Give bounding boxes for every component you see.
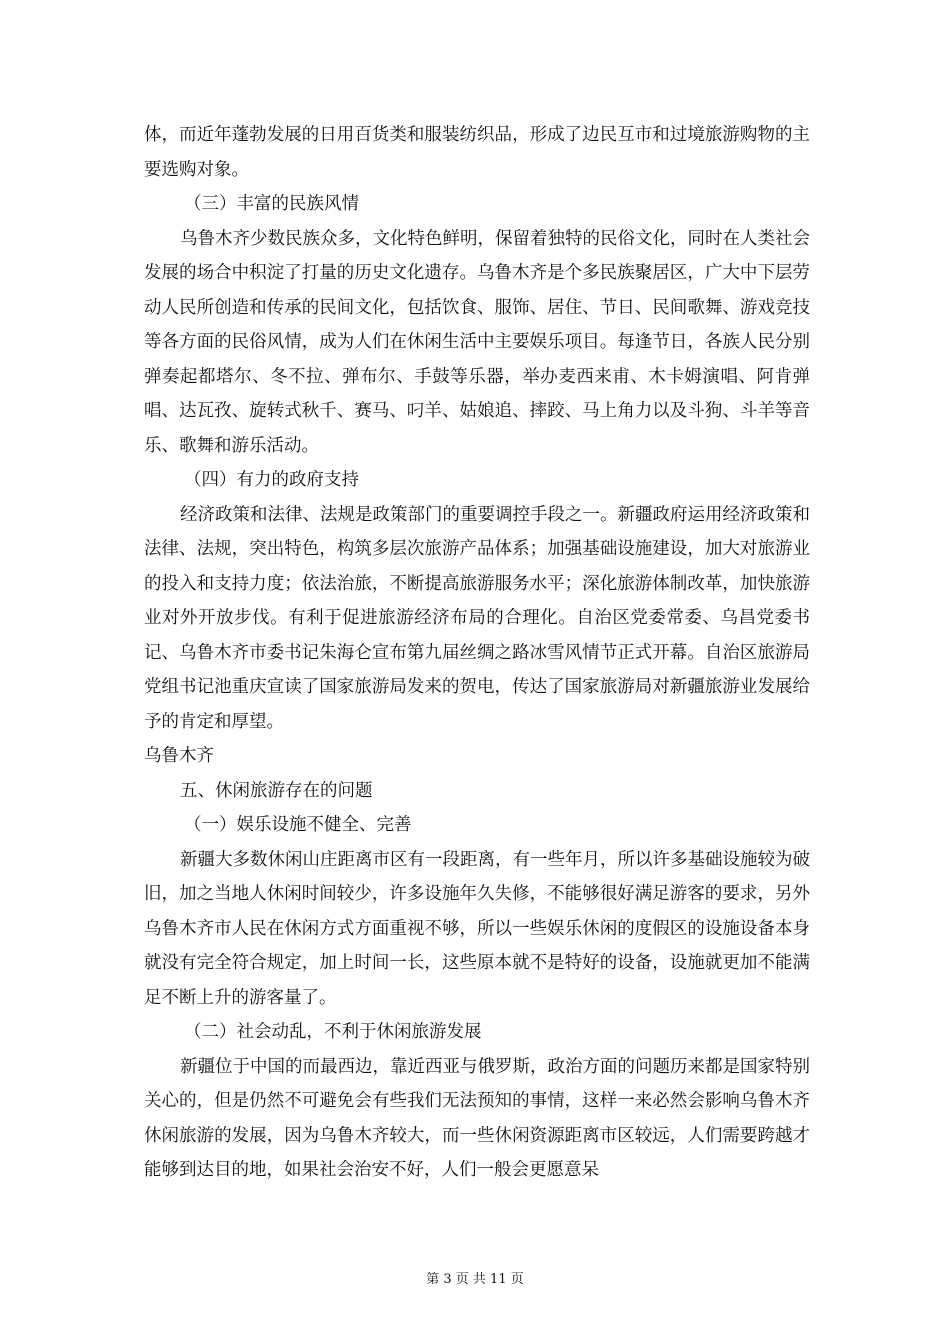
section-heading-ethnic-customs: （三）丰富的民族风情 bbox=[184, 194, 359, 214]
page-footer: 第 3 页 共 11 页 bbox=[426, 1272, 524, 1287]
chapter-heading-problems: 五、休闲旅游存在的问题 bbox=[180, 780, 373, 801]
paragraph-ethnic-customs: 乌鲁木齐少数民族众多，文化特色鲜明，保留着独特的民俗文化，同时在人类社会发展的场合中积淀了打量的历史文化遗存。乌鲁木齐是个多民族聚居区，广大中下层劳动人民所创造和传承的民间文化，包括饮食、服饰、居住、节日、民间歌舞、游戏竞技等各方面的民俗风情，成为人们在休闲生活中主要娱乐项目。每逢节日，各族人民分别弹奏起都塔尔、冬不拉、弹布尔、手鼓等乐器，举办麦西来甫、木卡姆演唱、阿肯弹唱、达瓦孜、旋转式秋千、赛马、叼羊、姑娘追、摔跤、马上角力以及斗狗、斗羊等音乐、歌舞和游乐活动。 bbox=[144, 228, 810, 456]
paragraph-government-support: 经济政策和法律、法规是政策部门的重要调控手段之一。新疆政府运用经济政策和法律、法规，突出特色，构筑多层次旅游产品体系；加强基础设施建设，加大对旅游业的投入和支持力度；依法治旅，不断提高旅游服务水平；深化旅游体制改革，加快旅游业对外开放步伐。有利于促进旅游经济布局的合理化。自治区党委常委、乌昌党委书记、乌鲁木齐市委书记朱海仑宣布第九届丝绸之路冰雪风情节正式开幕。自治区旅游局党组书记池重庆宣读了国家旅游局发来的贺电，传达了国家旅游局对新疆旅游业发展给予的肯定和厚望。 bbox=[144, 504, 810, 732]
section-heading-social-unrest: （二）社会动乱，不利于休闲旅游发展 bbox=[184, 1022, 482, 1042]
section-heading-government-support: （四）有力的政府支持 bbox=[184, 470, 359, 490]
paragraph-social-unrest: 新疆位于中国的而最西边，靠近西亚与俄罗斯，政治方面的问题历来都是国家特别关心的，但是仍然不可避免会有些我们无法预知的事情，这样一来必然会影响乌鲁木齐休闲旅游的发展，因为乌鲁木齐较大，而一些休闲资源距离市区较远，人们需要跨越才能够到达目的地，如果社会治安不好，人们一般会更愿意呆 bbox=[144, 1056, 810, 1180]
section-heading-facilities: （一）娱乐设施不健全、完善 bbox=[184, 815, 412, 835]
paragraph-continuation: 体，而近年蓬勃发展的日用百货类和服装纺织品，形成了边民互市和过境旅游购物的主要选购对象。 bbox=[144, 125, 810, 180]
document-body bbox=[144, 118, 810, 1188]
paragraph-facilities: 新疆大多数休闲山庄距离市区有一段距离，有一些年月，所以许多基础设施较为破旧，加之当地人休闲时间较少，许多设施年久失修，不能够很好满足游客的要求，另外乌鲁木齐市人民在休闲方式方面重视不够，所以一些娱乐休闲的度假区的设施设备本身就没有完全符合规定，加上时间一长，这些原本就不是特好的设备，设施就更加不能满足不断上升的游客量了。 bbox=[144, 849, 810, 1008]
stray-line-urumqi: 乌鲁木齐 bbox=[144, 746, 214, 766]
